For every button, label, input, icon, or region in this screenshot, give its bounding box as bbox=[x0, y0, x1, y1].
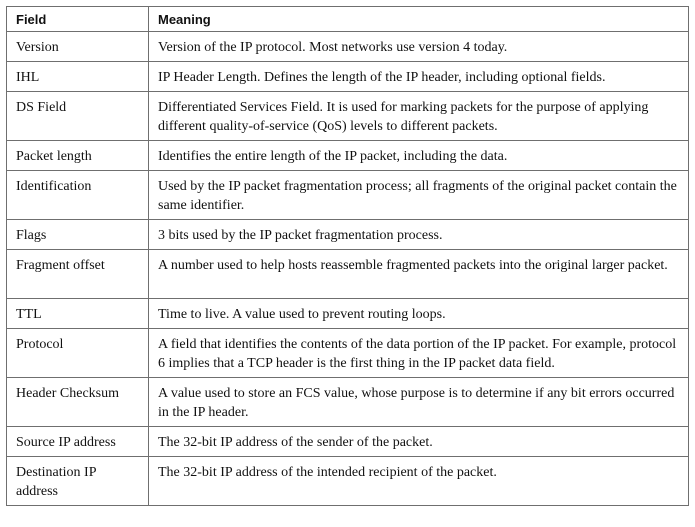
table-row bbox=[7, 378, 689, 427]
meaning-cell: The 32-bit IP address of the intended recipient of the packet. bbox=[149, 457, 689, 506]
table-row bbox=[7, 220, 689, 250]
meaning-cell: Version of the IP protocol. Most networks use version 4 today. bbox=[149, 32, 689, 62]
table-header-row bbox=[7, 7, 689, 32]
column-header-meaning: Meaning bbox=[149, 7, 689, 32]
table-row bbox=[7, 250, 689, 299]
field-cell: Source IP address bbox=[7, 427, 149, 457]
field-cell: Version bbox=[7, 32, 149, 62]
field-cell: Destination IP address bbox=[7, 457, 149, 506]
field-cell: Packet length bbox=[7, 141, 149, 171]
field-cell: IHL bbox=[7, 62, 149, 92]
meaning-cell: Time to live. A value used to prevent routing loops. bbox=[149, 299, 689, 329]
table-body bbox=[7, 32, 689, 506]
field-cell: Flags bbox=[7, 220, 149, 250]
field-cell: Protocol bbox=[7, 329, 149, 378]
table-row bbox=[7, 92, 689, 141]
field-cell: Identification bbox=[7, 171, 149, 220]
meaning-cell: A value used to store an FCS value, whose purpose is to determine if any bit errors occurred in the IP header. bbox=[149, 378, 689, 427]
table-row bbox=[7, 171, 689, 220]
meaning-cell: 3 bits used by the IP packet fragmentation process. bbox=[149, 220, 689, 250]
field-cell: Fragment offset bbox=[7, 250, 149, 299]
meaning-cell: Differentiated Services Field. It is used for marking packets for the purpose of applying different quality-of-service (QoS) levels to different packets. bbox=[149, 92, 689, 141]
table-row bbox=[7, 329, 689, 378]
column-header-field: Field bbox=[7, 7, 149, 32]
ip-header-fields-table bbox=[6, 6, 689, 506]
table-row bbox=[7, 32, 689, 62]
field-cell: Header Checksum bbox=[7, 378, 149, 427]
table-row bbox=[7, 457, 689, 506]
meaning-cell: A number used to help hosts reassemble fragmented packets into the original larger packet. bbox=[149, 250, 689, 299]
meaning-cell: A field that identifies the contents of the data portion of the IP packet. For example, protocol 6 implies that a TCP header is the first thing in the IP packet data field. bbox=[149, 329, 689, 378]
field-cell: DS Field bbox=[7, 92, 149, 141]
meaning-cell: IP Header Length. Defines the length of the IP header, including optional fields. bbox=[149, 62, 689, 92]
meaning-cell: Used by the IP packet fragmentation process; all fragments of the original packet contain the same identifier. bbox=[149, 171, 689, 220]
table-row bbox=[7, 62, 689, 92]
meaning-cell: Identifies the entire length of the IP packet, including the data. bbox=[149, 141, 689, 171]
field-cell: TTL bbox=[7, 299, 149, 329]
table-row bbox=[7, 141, 689, 171]
table-row bbox=[7, 427, 689, 457]
meaning-cell: The 32-bit IP address of the sender of the packet. bbox=[149, 427, 689, 457]
table-row bbox=[7, 299, 689, 329]
